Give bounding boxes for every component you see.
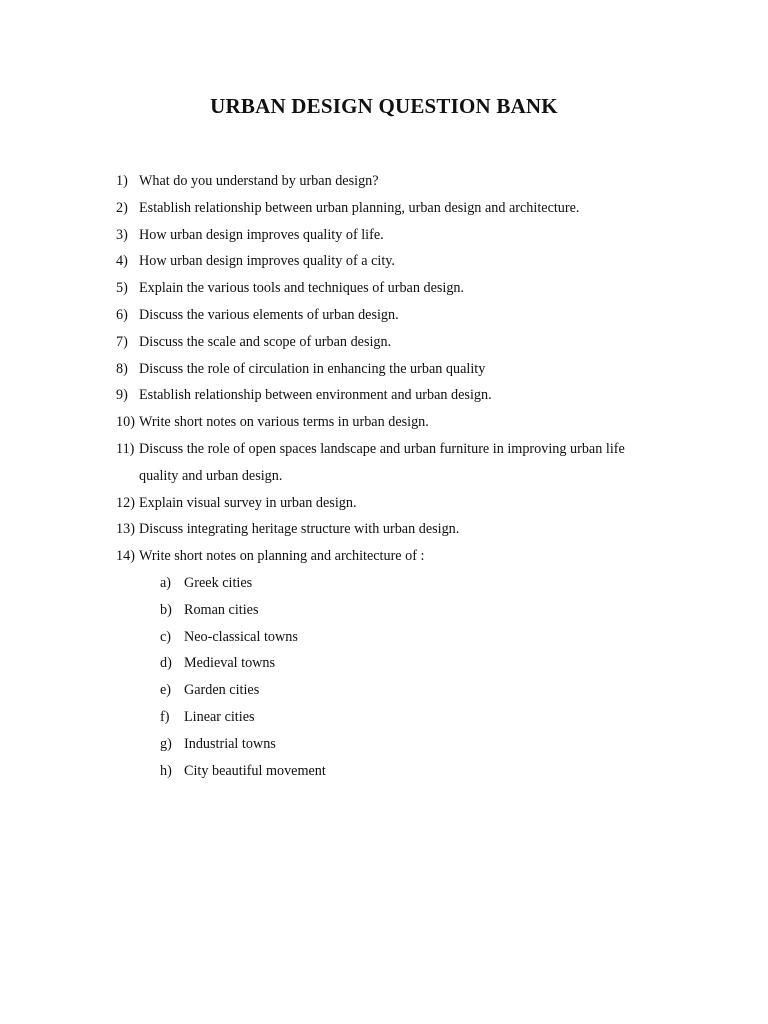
question-number: 6)	[116, 306, 128, 323]
question-text: Discuss the scale and scope of urban design.	[139, 333, 392, 350]
sub-item	[116, 624, 676, 651]
sub-item	[116, 731, 676, 758]
question-number: 9)	[116, 387, 128, 404]
question-text: Discuss the role of open spaces landscape and urban furniture in improving urban life quality and urban design.	[139, 440, 625, 484]
question-text: Discuss the various elements of urban design.	[139, 306, 399, 323]
question-item	[116, 409, 676, 436]
question-number: 10)	[116, 414, 135, 431]
question-text: How urban design improves quality of life.	[139, 226, 384, 243]
sub-item-text: Medieval towns	[184, 655, 276, 672]
question-item	[116, 516, 676, 543]
sub-item-text: Greek cities	[184, 574, 253, 591]
sub-item	[116, 758, 676, 785]
sub-item-letter: e)	[160, 682, 172, 699]
question-item	[116, 329, 676, 356]
question-text: Establish relationship between urban planning, urban design and architecture.	[139, 199, 580, 216]
question-number: 4)	[116, 253, 128, 270]
sub-item-text: Garden cities	[184, 682, 260, 699]
question-number: 14)	[116, 548, 135, 565]
question-item	[116, 436, 676, 490]
question-number: 5)	[116, 280, 128, 297]
question-item	[116, 168, 676, 195]
question-item	[116, 222, 676, 249]
sub-item-letter: a)	[160, 574, 172, 591]
question-text: Discuss integrating heritage structure with urban design.	[139, 521, 460, 538]
question-number: 1)	[116, 173, 128, 189]
question-text: Write short notes on planning and architecture of :	[139, 548, 425, 565]
sub-item	[116, 597, 676, 624]
sub-item	[116, 704, 676, 731]
question-text: Explain visual survey in urban design.	[139, 494, 357, 511]
sub-item	[116, 677, 676, 704]
sub-item-letter: g)	[160, 735, 172, 752]
sub-item-text: Linear cities	[184, 708, 255, 725]
sub-item-letter: h)	[160, 762, 172, 779]
question-number: 13)	[116, 521, 135, 538]
sub-item-text: Roman cities	[184, 601, 259, 618]
question-item	[116, 490, 676, 517]
sub-item-letter: b)	[160, 601, 172, 618]
page-title: URBAN DESIGN QUESTION BANK	[210, 94, 558, 118]
question-text: Discuss the role of circulation in enhancing the urban quality	[139, 360, 486, 377]
question-number: 2)	[116, 199, 128, 216]
sub-item-text: City beautiful movement	[184, 762, 326, 779]
question-item	[116, 356, 676, 383]
question-text: What do you understand by urban design?	[139, 173, 379, 189]
sub-item-letter: c)	[160, 628, 172, 645]
question-item	[116, 302, 676, 329]
question-number: 8)	[116, 360, 128, 377]
question-text: Establish relationship between environment and urban design.	[139, 387, 492, 404]
question-text: Explain the various tools and techniques of urban design.	[139, 280, 465, 297]
question-number: 12)	[116, 494, 135, 511]
question-list	[116, 168, 676, 784]
question-number: 11)	[116, 440, 135, 457]
sub-item-letter: f)	[160, 708, 170, 725]
question-text: Write short notes on various terms in urban design.	[139, 414, 429, 431]
sub-item-text: Industrial towns	[184, 735, 276, 752]
question-text: How urban design improves quality of a city.	[139, 253, 395, 270]
question-number: 7)	[116, 333, 128, 350]
sub-item	[116, 570, 676, 597]
question-item	[116, 248, 676, 275]
question-item	[116, 275, 676, 302]
sub-item-letter: d)	[160, 655, 172, 672]
question-item	[116, 543, 676, 570]
sub-item-text: Neo-classical towns	[184, 628, 298, 645]
question-number: 3)	[116, 226, 128, 243]
question-item	[116, 195, 676, 222]
question-item	[116, 382, 676, 409]
sub-item	[116, 650, 676, 677]
